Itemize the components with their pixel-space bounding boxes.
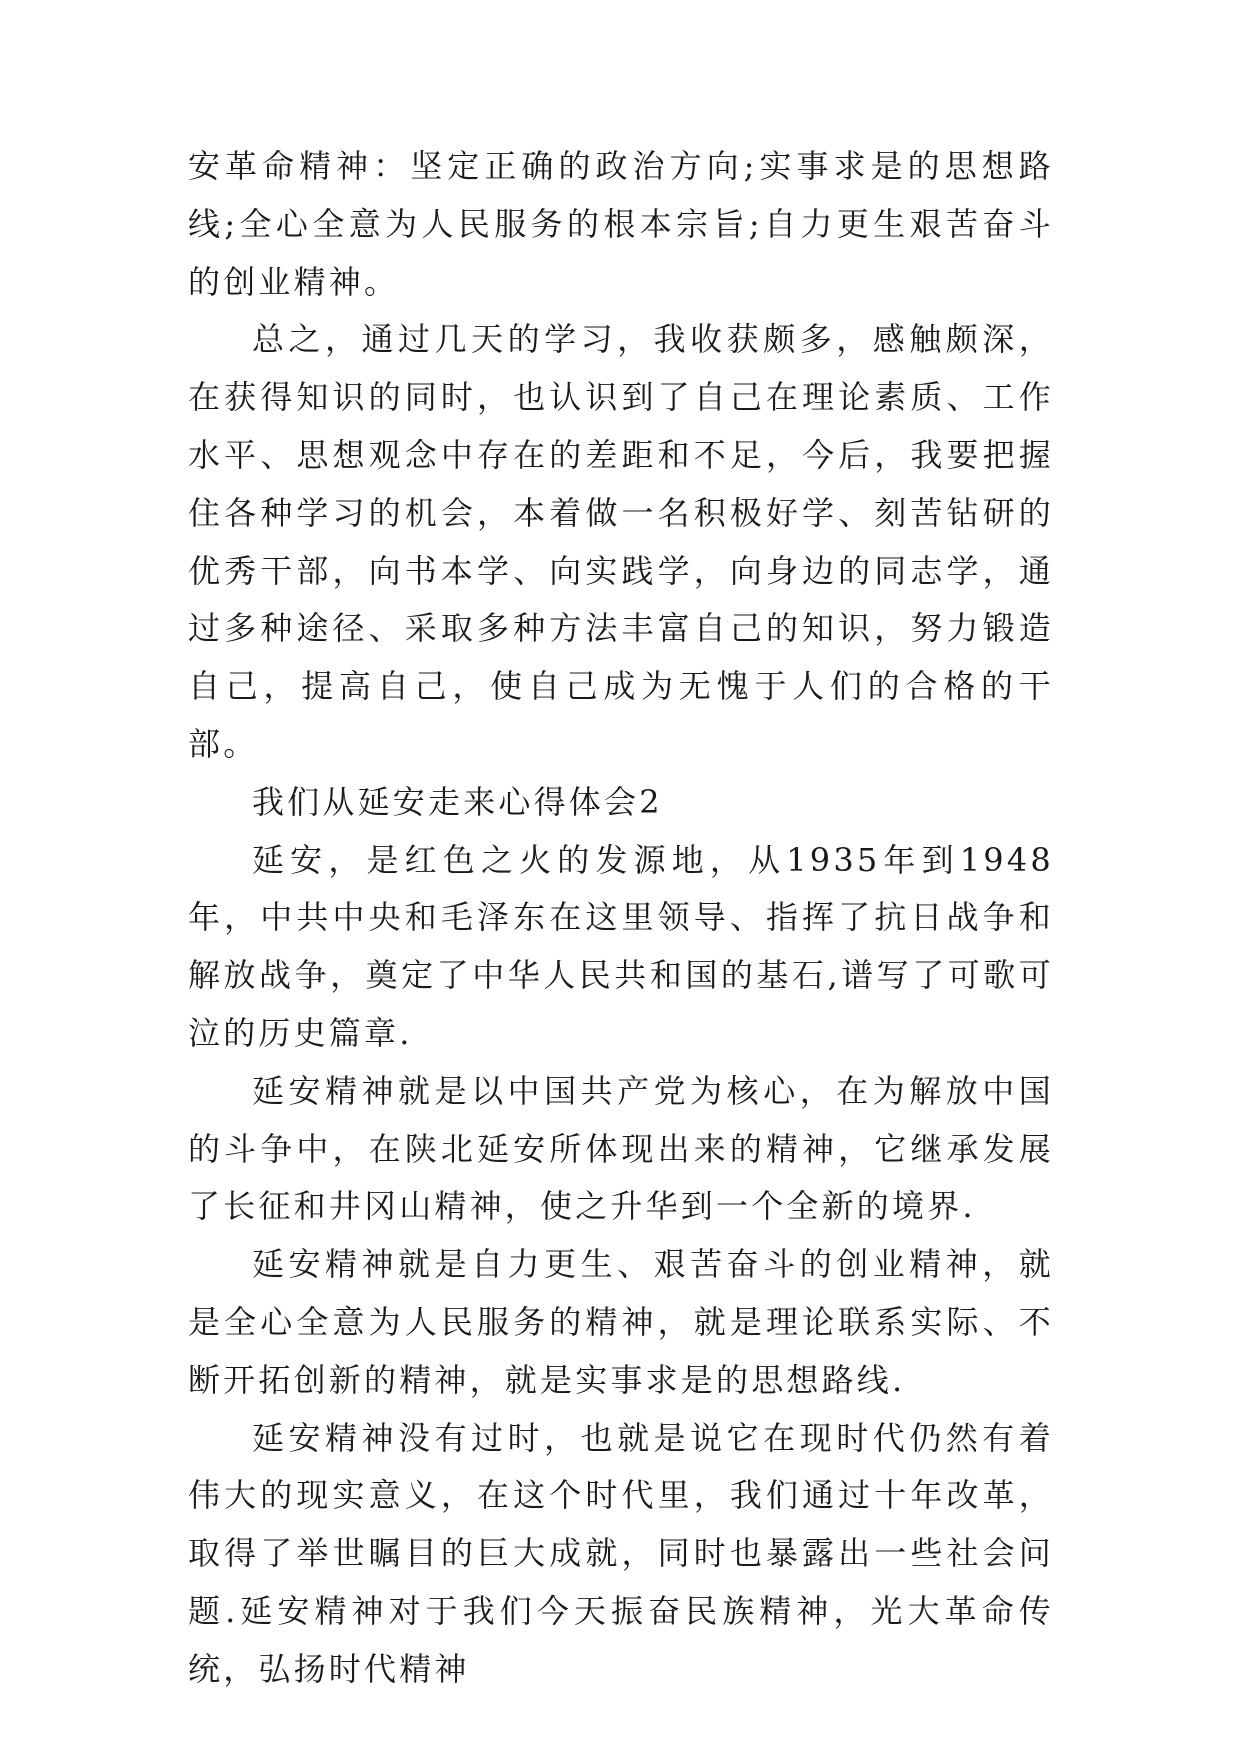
paragraph-summary: 总之，通过几天的学习，我收获颇多，感触颇深，在获得知识的同时，也认识到了自己在理论素质、工作水平、思想观念中存在的差距和不足，今后，我要把握住各种学习的机会，本着做一名积极好学、刻苦钻研的优秀干部，向书本学、向实践学，向身边的同志学，通过多种途径、采取多种方法丰富自己的知识，努力锻造自己，提高自己，使自己成为无愧于人们的合格的干部。 [188,320,1054,763]
section-title: 我们从延安走来心得体会2 [252,782,663,821]
paragraph-yanan-spirit-core: 延安精神就是以中国共产党为核心，在为解放中国的斗争中，在陕北延安所体现出来的精神，它继承发展了长征和井冈山精神，使之升华到一个全新的境界. [188,1071,1054,1226]
document-body [188,138,1054,1699]
paragraph-yanan-spirit-definition: 延安精神就是自力更生、艰苦奋斗的创业精神，就是全心全意为人民服务的精神，就是理论联系实际、不断开拓创新的精神，就是实事求是的思想路线. [188,1245,1054,1399]
paragraph-continued: 安革命精神：坚定正确的政治方向;实事求是的思想路线;全心全意为人民服务的根本宗旨;自力更生艰苦奋斗的创业精神。 [188,147,1054,301]
paragraph-yanan-spirit-relevance: 延安精神没有过时，也就是说它在现时代仍然有着伟大的现实意义，在这个时代里，我们通过十年改革，取得了举世瞩目的巨大成就，同时也暴露出一些社会问题.延安精神对于我们今天振奋民族精神，光大革命传统，弘扬时代精神 [188,1418,1054,1688]
paragraph-yanan-origin: 延安，是红色之火的发源地，从1935年到1948年，中共中央和毛泽东在这里领导、指挥了抗日战争和解放战争，奠定了中华人民共和国的基石,谱写了可歌可泣的历史篇章. [188,840,1054,1052]
